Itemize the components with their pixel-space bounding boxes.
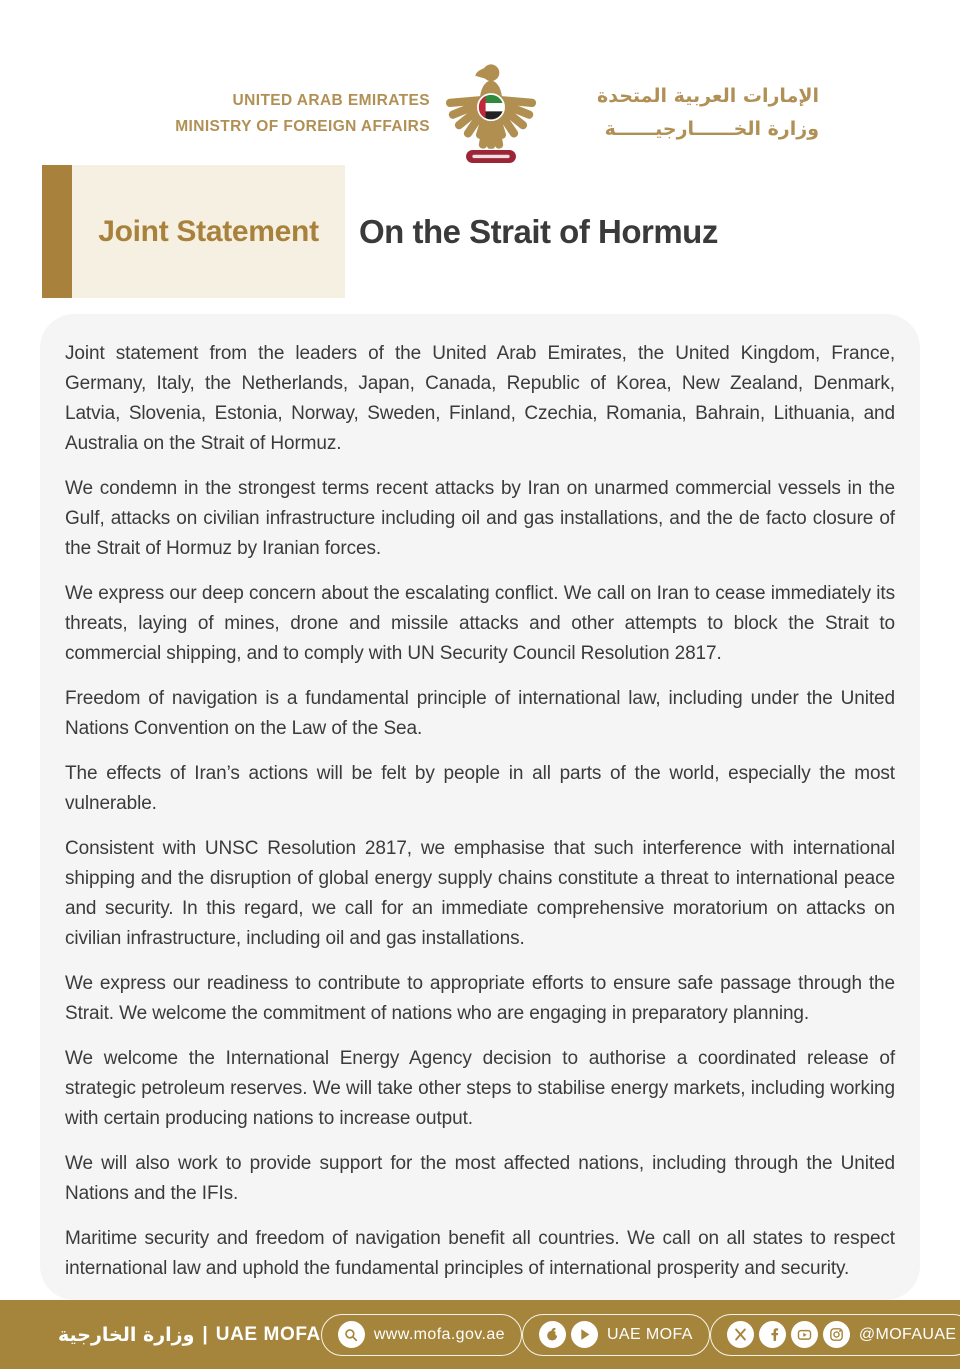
statement-paragraph: Joint statement from the leaders of the United Arab Emirates, the United Kingdom, France, Germany, Italy, the Netherlands, Japan, Canada, Republic of Korea, New Zealand, Denmark, Latvia, Slovenia, Estonia, Norway, Sweden, Finland, Czechia, Romania, Bahrain, Lithuania, and Australia on the Strait of Hormuz. <box>65 343 895 454</box>
title-block <box>42 165 718 298</box>
statement-subject: On the Strait of Hormuz <box>359 212 718 250</box>
apps-pill[interactable] <box>522 1314 710 1356</box>
facebook-icon[interactable] <box>759 1321 786 1348</box>
statement-paragraph: We will also work to provide support for the most affected nations, including through the United Nations and the IFIs. <box>65 1153 895 1204</box>
statement-body-card <box>40 314 920 1300</box>
search-icon <box>338 1321 365 1348</box>
footer-brand <box>58 1324 321 1346</box>
website-pill[interactable] <box>321 1314 522 1356</box>
apps-label: UAE MOFA <box>606 1325 693 1343</box>
footer-brand-arabic: وزارة الخارجية <box>58 1323 195 1346</box>
ministry-name-english <box>150 88 430 141</box>
org-en-line1: UNITED ARAB EMIRATES <box>232 92 430 109</box>
statement-type-label: Joint Statement <box>98 214 319 248</box>
social-pill[interactable] <box>710 1314 960 1356</box>
statement-paragraph: Maritime security and freedom of navigation benefit all countries. We call on all states to respect international law and uphold the fundamental principles of international prosperity and security. <box>65 1228 895 1279</box>
social-icons <box>727 1321 850 1348</box>
title-gold-bar <box>42 165 72 298</box>
instagram-icon[interactable] <box>823 1321 850 1348</box>
x-icon[interactable] <box>727 1321 754 1348</box>
footer-brand-separator: | <box>202 1323 208 1345</box>
org-ar-line1: الإمارات العربية المتحدة <box>597 85 819 107</box>
uae-falcon-emblem-icon <box>437 57 545 172</box>
statement-paragraph: We express our readiness to contribute to appropriate efforts to ensure safe passage through the Strait. We welcome the commitment of nations who are engaging in preparatory planning. <box>65 973 895 1024</box>
app-store-icon[interactable] <box>539 1321 566 1348</box>
youtube-icon[interactable] <box>791 1321 818 1348</box>
statement-paragraph: We welcome the International Energy Agency decision to authorise a coordinated release of strategic petroleum reserves. We will take other steps to stabilise energy markets, including working with certain producing nations to increase output. <box>65 1048 895 1129</box>
statement-paragraph: We condemn in the strongest terms recent attacks by Iran on unarmed commercial vessels in the Gulf, attacks on civilian infrastructure including oil and gas installations, and the de facto closure of the Strait of Hormuz by Iranian forces. <box>65 478 895 559</box>
title-label-box <box>72 165 345 298</box>
statement-paragraph: We express our deep concern about the escalating conflict. We call on Iran to cease immediately its threats, laying of mines, drone and missile attacks and other attempts to block the Strait to commercial shipping, and to comply with UN Security Council Resolution 2817. <box>65 583 895 664</box>
statement-paragraph: The effects of Iran’s actions will be felt by people in all parts of the world, especially the most vulnerable. <box>65 763 895 814</box>
org-en-line2: MINISTRY OF FOREIGN AFFAIRS <box>175 118 430 136</box>
ministry-name-arabic <box>557 80 819 147</box>
statement-paragraph: Consistent with UNSC Resolution 2817, we emphasise that such interference with international shipping and the disruption of global energy supply chains constitute a threat to international peace and security. In this regard, we call for an immediate comprehensive moratorium on attacks on civilian infrastructure, including oil and gas installations. <box>65 838 895 949</box>
social-handle: @MOFAUAE <box>858 1325 957 1343</box>
statement-paragraph: Freedom of navigation is a fundamental principle of international law, including under the United Nations Convention on the Law of the Sea. <box>65 688 895 739</box>
website-url: www.mofa.gov.ae <box>373 1325 505 1343</box>
org-ar-line2: وزارة الخــــــارجيــــــة <box>604 118 819 141</box>
google-play-icon[interactable] <box>571 1321 598 1348</box>
app-icons <box>539 1321 598 1348</box>
footer-bar <box>0 1300 960 1369</box>
footer-brand-english: UAE MOFA <box>215 1323 321 1345</box>
